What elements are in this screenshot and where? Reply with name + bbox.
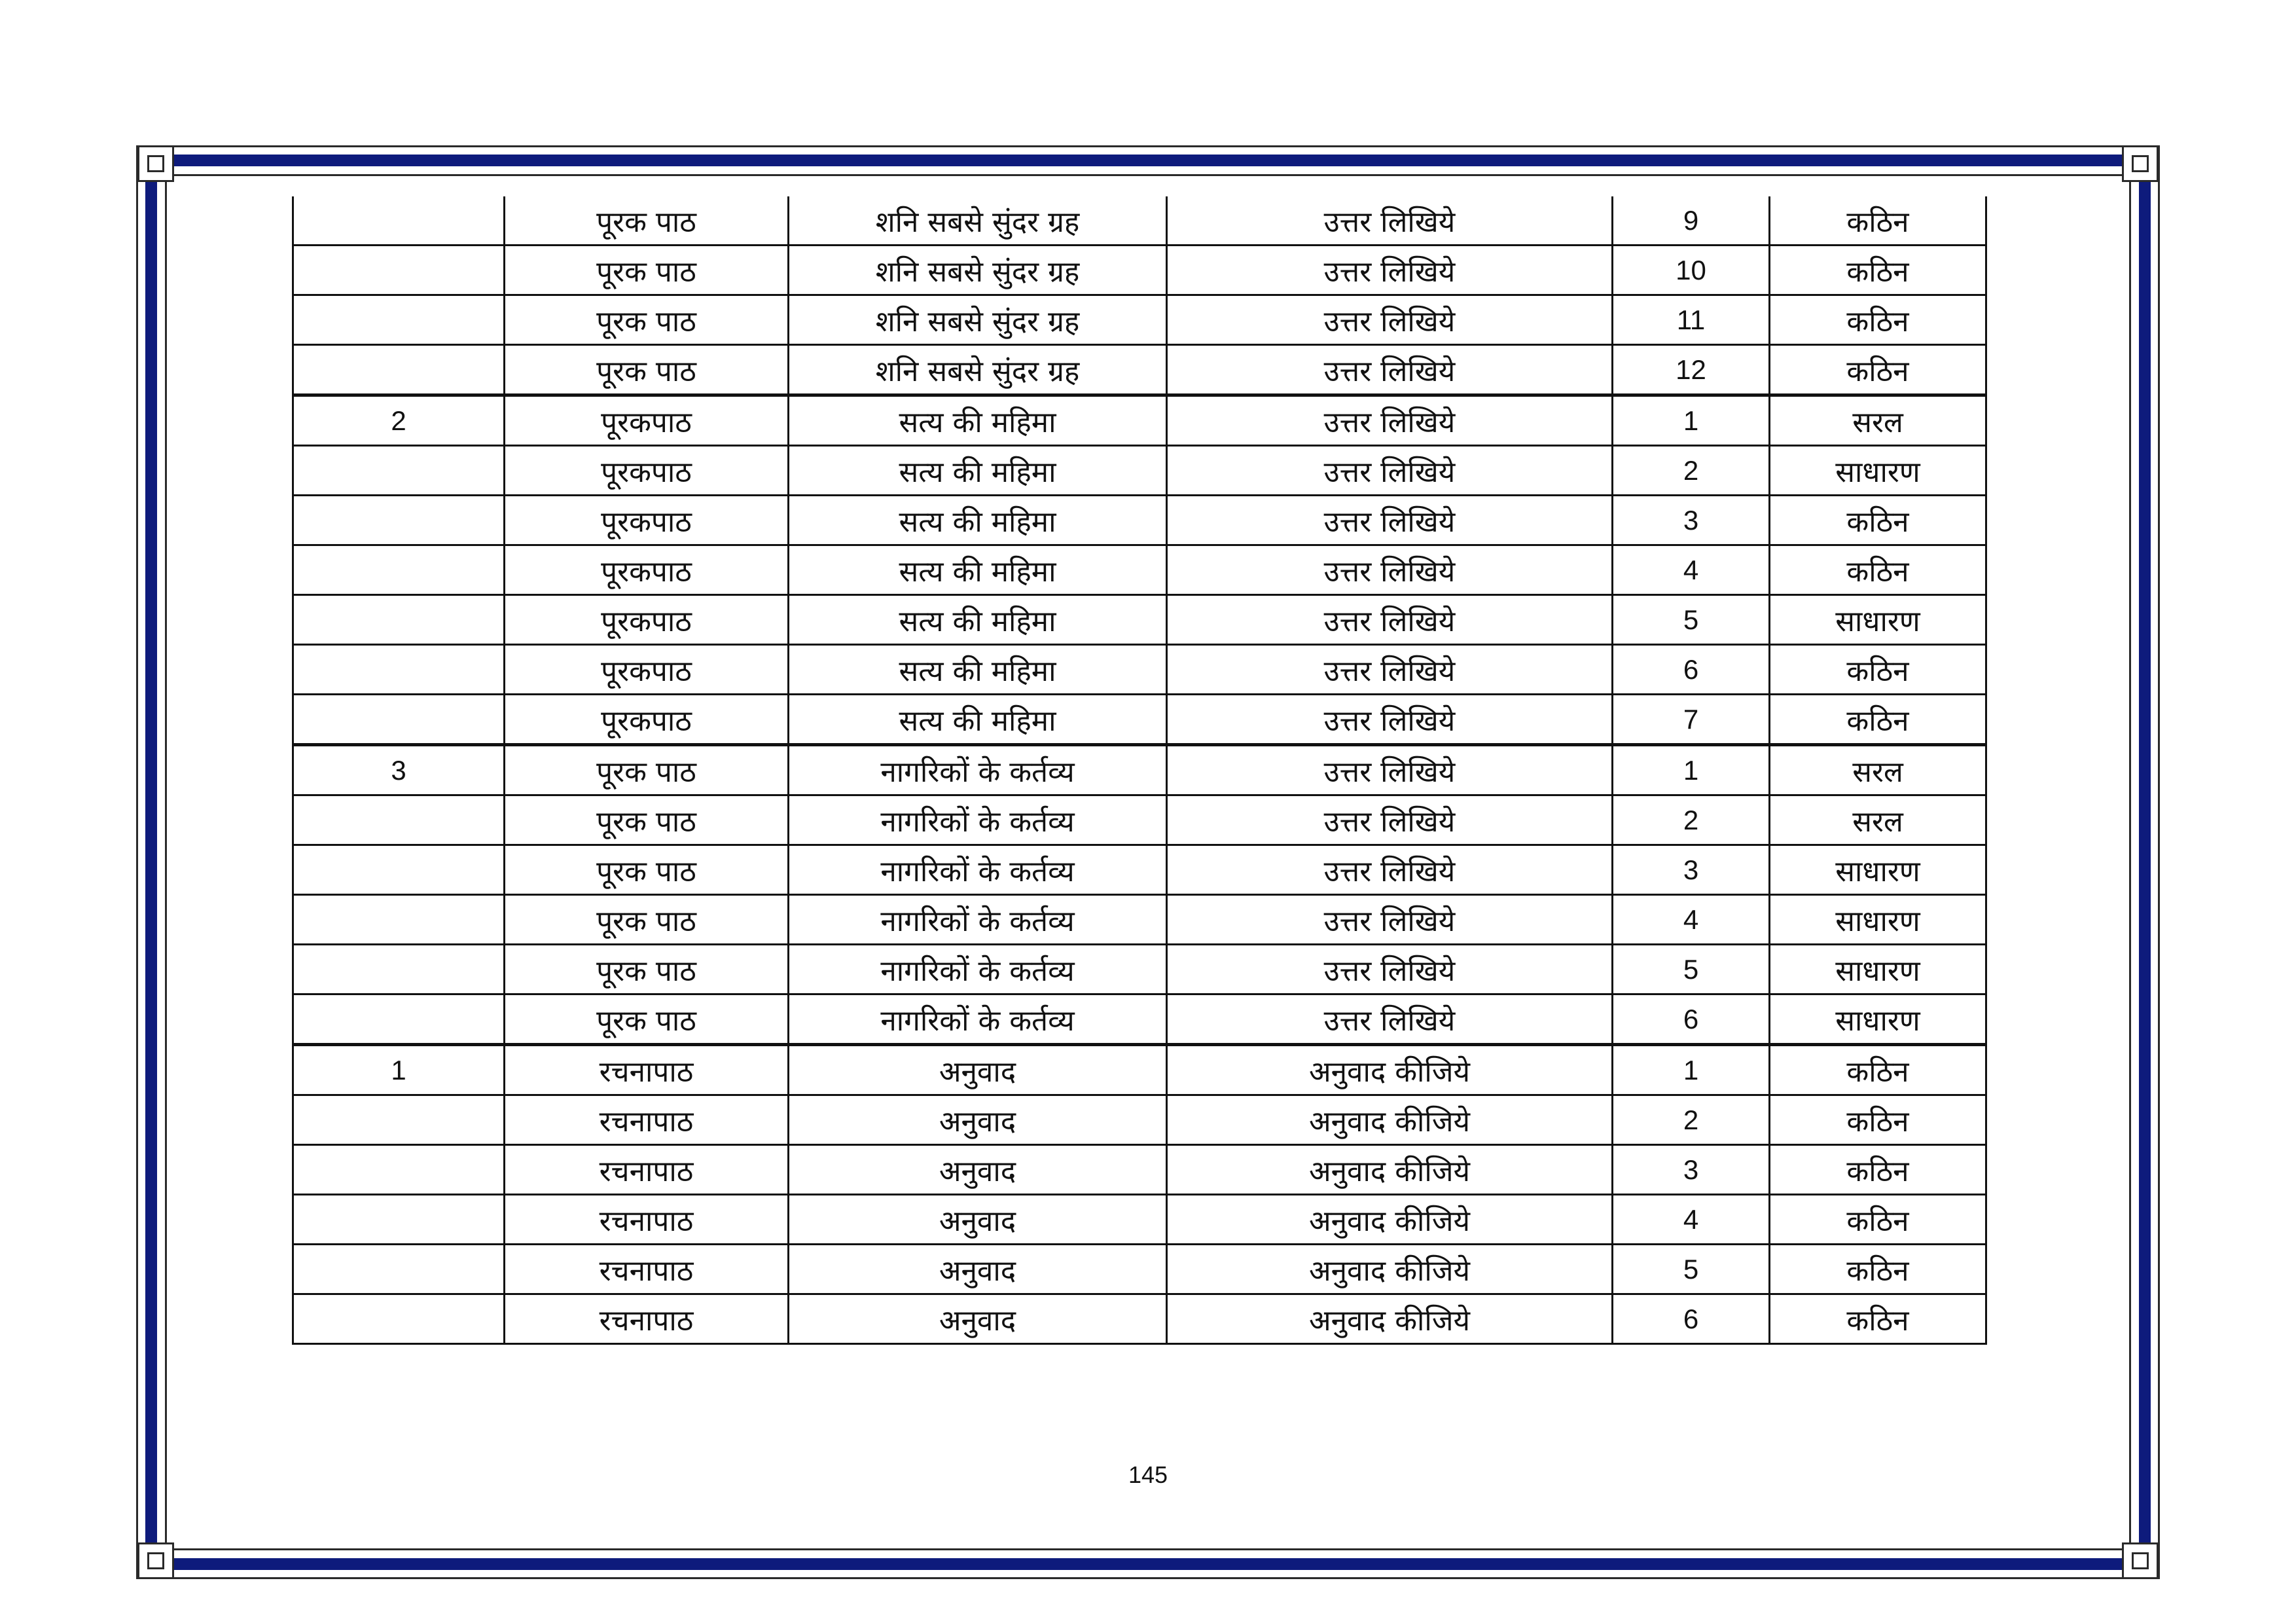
question-number-cell: 4: [1613, 895, 1770, 945]
section-cell: पूरक पाठ: [505, 745, 789, 795]
question-type-cell: उत्तर लिखिये: [1167, 246, 1613, 295]
table-row: [293, 1294, 1986, 1344]
question-number-cell: 5: [1613, 595, 1770, 645]
question-type-cell: अनुवाद कीजिये: [1167, 1045, 1613, 1095]
chapter-cell: अनुवाद: [789, 1045, 1167, 1095]
chapter-cell: नागरिकों के कर्तव्य: [789, 895, 1167, 945]
question-type-cell: उत्तर लिखिये: [1167, 395, 1613, 446]
serial-cell: [293, 446, 505, 496]
difficulty-cell: साधारण: [1770, 446, 1986, 496]
question-number-cell: 4: [1613, 545, 1770, 595]
question-number-cell: 4: [1613, 1195, 1770, 1245]
difficulty-cell: साधारण: [1770, 845, 1986, 895]
difficulty-cell: सरल: [1770, 395, 1986, 446]
table-row: [293, 695, 1986, 745]
question-number-cell: 12: [1613, 345, 1770, 395]
chapter-cell: सत्य की महिमा: [789, 496, 1167, 545]
table-row: [293, 795, 1986, 845]
question-number-cell: 1: [1613, 1045, 1770, 1095]
question-type-cell: उत्तर लिखिये: [1167, 645, 1613, 695]
difficulty-cell: कठिन: [1770, 295, 1986, 345]
difficulty-cell: कठिन: [1770, 1145, 1986, 1195]
section-cell: रचनापाठ: [505, 1095, 789, 1145]
serial-cell: 3: [293, 745, 505, 795]
question-type-cell: उत्तर लिखिये: [1167, 994, 1613, 1045]
question-type-cell: उत्तर लिखिये: [1167, 945, 1613, 994]
serial-cell: [293, 845, 505, 895]
chapter-cell: सत्य की महिमा: [789, 545, 1167, 595]
table-row: [293, 345, 1986, 395]
question-number-cell: 1: [1613, 745, 1770, 795]
question-number-cell: 1: [1613, 395, 1770, 446]
serial-cell: [293, 1245, 505, 1294]
table-row: [293, 645, 1986, 695]
serial-cell: [293, 496, 505, 545]
serial-cell: [293, 545, 505, 595]
table-row: [293, 1195, 1986, 1245]
page-frame-band-top: [145, 155, 2151, 166]
section-cell: पूरक पाठ: [505, 845, 789, 895]
table-row: [293, 545, 1986, 595]
frame-corner-bottom-right: [2122, 1542, 2159, 1579]
question-type-cell: अनुवाद कीजिये: [1167, 1145, 1613, 1195]
section-cell: पूरकपाठ: [505, 496, 789, 545]
serial-cell: [293, 595, 505, 645]
chapter-cell: अनुवाद: [789, 1294, 1167, 1344]
section-cell: पूरक पाठ: [505, 295, 789, 345]
serial-cell: [293, 1095, 505, 1145]
difficulty-cell: कठिन: [1770, 645, 1986, 695]
page-frame-band-right: [2139, 155, 2151, 1570]
serial-cell: 2: [293, 395, 505, 446]
serial-cell: [293, 795, 505, 845]
section-cell: रचनापाठ: [505, 1195, 789, 1245]
chapter-cell: सत्य की महिमा: [789, 446, 1167, 496]
section-cell: रचनापाठ: [505, 1045, 789, 1095]
question-number-cell: 2: [1613, 1095, 1770, 1145]
table-row: [293, 845, 1986, 895]
section-cell: रचनापाठ: [505, 1294, 789, 1344]
section-cell: पूरकपाठ: [505, 446, 789, 496]
question-number-cell: 6: [1613, 994, 1770, 1045]
chapter-cell: नागरिकों के कर्तव्य: [789, 994, 1167, 1045]
chapter-cell: शनि सबसे सुंदर ग्रह: [789, 246, 1167, 295]
question-type-cell: उत्तर लिखिये: [1167, 545, 1613, 595]
page-frame-band-bottom: [145, 1558, 2151, 1570]
section-cell: रचनापाठ: [505, 1245, 789, 1294]
question-number-cell: 11: [1613, 295, 1770, 345]
chapter-cell: सत्य की महिमा: [789, 395, 1167, 446]
chapter-cell: अनुवाद: [789, 1245, 1167, 1294]
serial-cell: [293, 645, 505, 695]
question-number-cell: 5: [1613, 1245, 1770, 1294]
table-row: [293, 1145, 1986, 1195]
question-number-cell: 2: [1613, 795, 1770, 845]
chapter-cell: सत्य की महिमा: [789, 595, 1167, 645]
chapter-cell: सत्य की महिमा: [789, 645, 1167, 695]
serial-cell: [293, 994, 505, 1045]
question-number-cell: 3: [1613, 496, 1770, 545]
serial-cell: 1: [293, 1045, 505, 1095]
question-type-cell: उत्तर लिखिये: [1167, 695, 1613, 745]
question-number-cell: 3: [1613, 1145, 1770, 1195]
table-row: [293, 895, 1986, 945]
table-row: [293, 496, 1986, 545]
serial-cell: [293, 345, 505, 395]
chapter-cell: अनुवाद: [789, 1195, 1167, 1245]
page-frame-band-left: [145, 155, 157, 1570]
question-type-cell: उत्तर लिखिये: [1167, 496, 1613, 545]
serial-cell: [293, 895, 505, 945]
difficulty-cell: कठिन: [1770, 1045, 1986, 1095]
chapter-cell: शनि सबसे सुंदर ग्रह: [789, 345, 1167, 395]
difficulty-cell: साधारण: [1770, 595, 1986, 645]
question-number-cell: 10: [1613, 246, 1770, 295]
question-type-cell: उत्तर लिखिये: [1167, 795, 1613, 845]
difficulty-cell: साधारण: [1770, 994, 1986, 1045]
question-type-cell: अनुवाद कीजिये: [1167, 1195, 1613, 1245]
chapter-cell: नागरिकों के कर्तव्य: [789, 845, 1167, 895]
serial-cell: [293, 1294, 505, 1344]
question-number-cell: 5: [1613, 945, 1770, 994]
difficulty-cell: कठिन: [1770, 1195, 1986, 1245]
table-row: [293, 745, 1986, 795]
question-type-cell: उत्तर लिखिये: [1167, 895, 1613, 945]
question-type-cell: उत्तर लिखिये: [1167, 845, 1613, 895]
question-type-cell: उत्तर लिखिये: [1167, 345, 1613, 395]
section-cell: पूरकपाठ: [505, 645, 789, 695]
page-number: 145: [1128, 1461, 1168, 1488]
chapter-cell: नागरिकों के कर्तव्य: [789, 795, 1167, 845]
chapter-cell: अनुवाद: [789, 1145, 1167, 1195]
difficulty-cell: सरल: [1770, 745, 1986, 795]
section-cell: पूरक पाठ: [505, 895, 789, 945]
section-cell: रचनापाठ: [505, 1145, 789, 1195]
section-cell: पूरक पाठ: [505, 196, 789, 246]
table-row: [293, 196, 1986, 246]
table-row: [293, 1095, 1986, 1145]
serial-cell: [293, 295, 505, 345]
serial-cell: [293, 945, 505, 994]
table-row: [293, 295, 1986, 345]
section-cell: पूरक पाठ: [505, 994, 789, 1045]
frame-corner-bottom-left: [137, 1542, 174, 1579]
question-number-cell: 2: [1613, 446, 1770, 496]
section-cell: पूरकपाठ: [505, 545, 789, 595]
question-type-cell: उत्तर लिखिये: [1167, 446, 1613, 496]
serial-cell: [293, 196, 505, 246]
section-cell: पूरक पाठ: [505, 945, 789, 994]
chapter-cell: नागरिकों के कर्तव्य: [789, 945, 1167, 994]
difficulty-cell: कठिन: [1770, 345, 1986, 395]
difficulty-cell: साधारण: [1770, 895, 1986, 945]
difficulty-cell: कठिन: [1770, 695, 1986, 745]
question-type-cell: अनुवाद कीजिये: [1167, 1294, 1613, 1344]
question-number-cell: 3: [1613, 845, 1770, 895]
section-cell: पूरक पाठ: [505, 345, 789, 395]
section-cell: पूरकपाठ: [505, 395, 789, 446]
difficulty-cell: कठिन: [1770, 1245, 1986, 1294]
question-type-cell: अनुवाद कीजिये: [1167, 1245, 1613, 1294]
section-cell: पूरक पाठ: [505, 795, 789, 845]
question-number-cell: 9: [1613, 196, 1770, 246]
question-type-cell: उत्तर लिखिये: [1167, 595, 1613, 645]
chapter-cell: अनुवाद: [789, 1095, 1167, 1145]
difficulty-cell: साधारण: [1770, 945, 1986, 994]
table-row: [293, 1045, 1986, 1095]
question-type-cell: अनुवाद कीजिये: [1167, 1095, 1613, 1145]
chapter-cell: शनि सबसे सुंदर ग्रह: [789, 196, 1167, 246]
difficulty-cell: कठिन: [1770, 1294, 1986, 1344]
question-type-cell: उत्तर लिखिये: [1167, 745, 1613, 795]
serial-cell: [293, 246, 505, 295]
question-table-body: [293, 196, 1986, 1344]
table-row: [293, 595, 1986, 645]
difficulty-cell: सरल: [1770, 795, 1986, 845]
frame-corner-top-right: [2122, 145, 2159, 182]
difficulty-cell: कठिन: [1770, 496, 1986, 545]
difficulty-cell: कठिन: [1770, 1095, 1986, 1145]
question-type-cell: उत्तर लिखिये: [1167, 295, 1613, 345]
serial-cell: [293, 1145, 505, 1195]
chapter-cell: नागरिकों के कर्तव्य: [789, 745, 1167, 795]
table-row: [293, 446, 1986, 496]
difficulty-cell: कठिन: [1770, 246, 1986, 295]
question-number-cell: 6: [1613, 1294, 1770, 1344]
question-number-cell: 6: [1613, 645, 1770, 695]
chapter-cell: सत्य की महिमा: [789, 695, 1167, 745]
question-type-cell: उत्तर लिखिये: [1167, 196, 1613, 246]
question-number-cell: 7: [1613, 695, 1770, 745]
table-row: [293, 945, 1986, 994]
frame-corner-top-left: [137, 145, 174, 182]
question-table: [292, 196, 1987, 1345]
section-cell: पूरकपाठ: [505, 695, 789, 745]
section-cell: पूरकपाठ: [505, 595, 789, 645]
difficulty-cell: कठिन: [1770, 545, 1986, 595]
chapter-cell: शनि सबसे सुंदर ग्रह: [789, 295, 1167, 345]
serial-cell: [293, 695, 505, 745]
table-row: [293, 1245, 1986, 1294]
section-cell: पूरक पाठ: [505, 246, 789, 295]
table-row: [293, 395, 1986, 446]
difficulty-cell: कठिन: [1770, 196, 1986, 246]
table-row: [293, 994, 1986, 1045]
serial-cell: [293, 1195, 505, 1245]
table-row: [293, 246, 1986, 295]
